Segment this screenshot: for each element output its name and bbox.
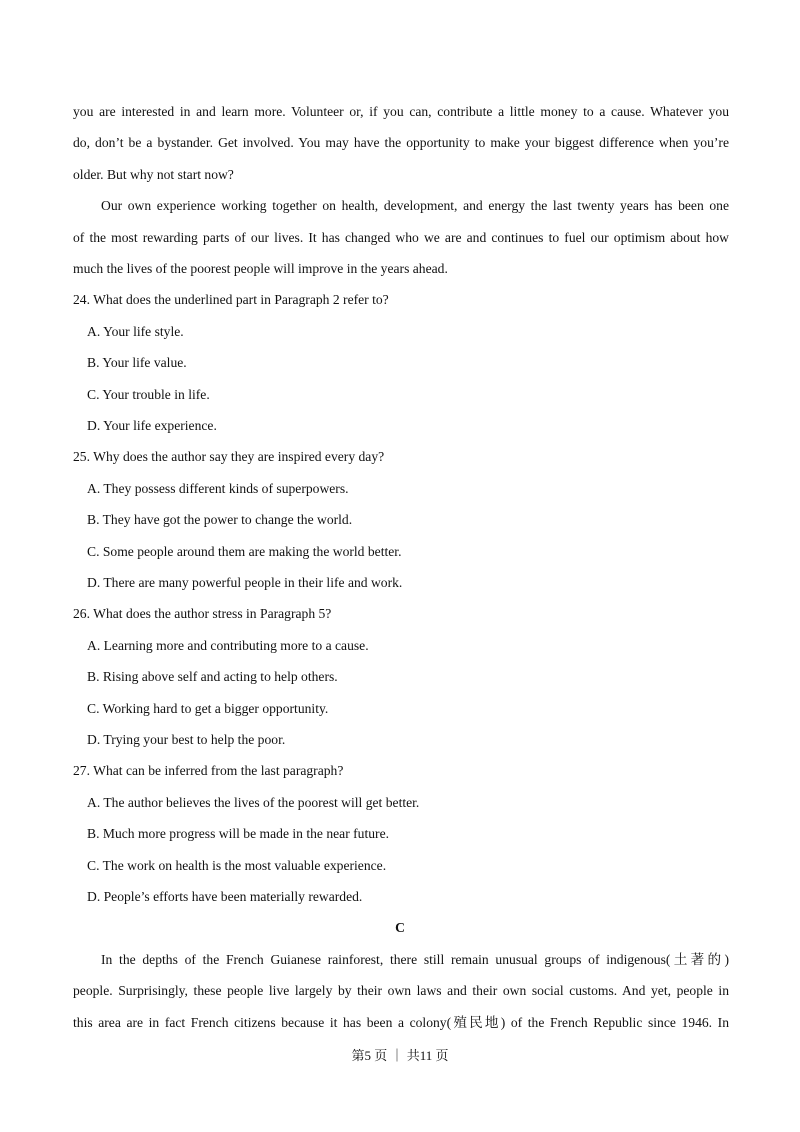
section-heading: C — [395, 920, 405, 936]
paragraph-line: In the depths of the French Guianese rainforest, there still remain unusual groups of indigenous(土著的) — [101, 951, 729, 967]
paragraph-line: older. But why not start now? — [73, 166, 234, 182]
paragraph-line: Our own experience working together on health, development, and energy the last twenty years has been one — [101, 198, 729, 214]
paragraph-line: much the lives of the poorest people will improve in the years ahead. — [73, 261, 448, 276]
answer-option: C. Working hard to get a bigger opportunity. — [87, 700, 329, 716]
paragraph-line: of the most rewarding parts of our lives. It has changed who we are and continues to fuel our optimism about how — [73, 229, 729, 245]
answer-option: A. They possess different kinds of superpowers. — [87, 480, 349, 496]
answer-option: B. Your life value. — [87, 355, 187, 371]
answer-option: C. The work on health is the most valuable experience. — [87, 857, 387, 873]
paragraph-line: this area are in fact French citizens because it has been a colony(殖民地) of the French Republic since 1946. In — [73, 1014, 729, 1030]
question-stem: 27. What can be inferred from the last paragraph? — [73, 763, 344, 779]
paragraph-line: you are interested in and learn more. Volunteer or, if you can, contribute a little money to a cause. Whatever you — [73, 104, 729, 119]
paragraph-line: do, don’t be a bystander. Get involved. You may have the opportunity to make your biggest difference when you’re — [73, 135, 729, 151]
answer-option: C. Some people around them are making the world better. — [87, 543, 402, 559]
answer-option: D. There are many powerful people in their life and work. — [87, 575, 403, 590]
answer-option: A. The author believes the lives of the poorest will get better. — [87, 794, 420, 810]
answer-option: B. Much more progress will be made in the near future. — [87, 826, 389, 842]
answer-option: A. Learning more and contributing more to a cause. — [87, 637, 369, 653]
paragraph-line: people. Surprisingly, these people live largely by their own laws and their own social customs. And yet, people in — [73, 983, 729, 999]
question-stem: 24. What does the underlined part in Paragraph 2 refer to? — [73, 292, 389, 308]
answer-option: D. Your life experience. — [87, 418, 217, 433]
answer-option: C. Your trouble in life. — [87, 386, 210, 402]
page-footer: 第5 页 ｜ 共11 页 — [351, 1048, 449, 1063]
answer-option: D. Trying your best to help the poor. — [87, 732, 286, 747]
answer-option: B. They have got the power to change the world. — [87, 512, 353, 528]
answer-option: A. Your life style. — [87, 323, 184, 339]
answer-option: D. People’s efforts have been materially rewarded. — [87, 889, 363, 904]
question-stem: 26. What does the author stress in Paragraph 5? — [73, 606, 332, 622]
question-stem: 25. Why does the author say they are inspired every day? — [73, 449, 385, 465]
answer-option: B. Rising above self and acting to help others. — [87, 669, 338, 685]
